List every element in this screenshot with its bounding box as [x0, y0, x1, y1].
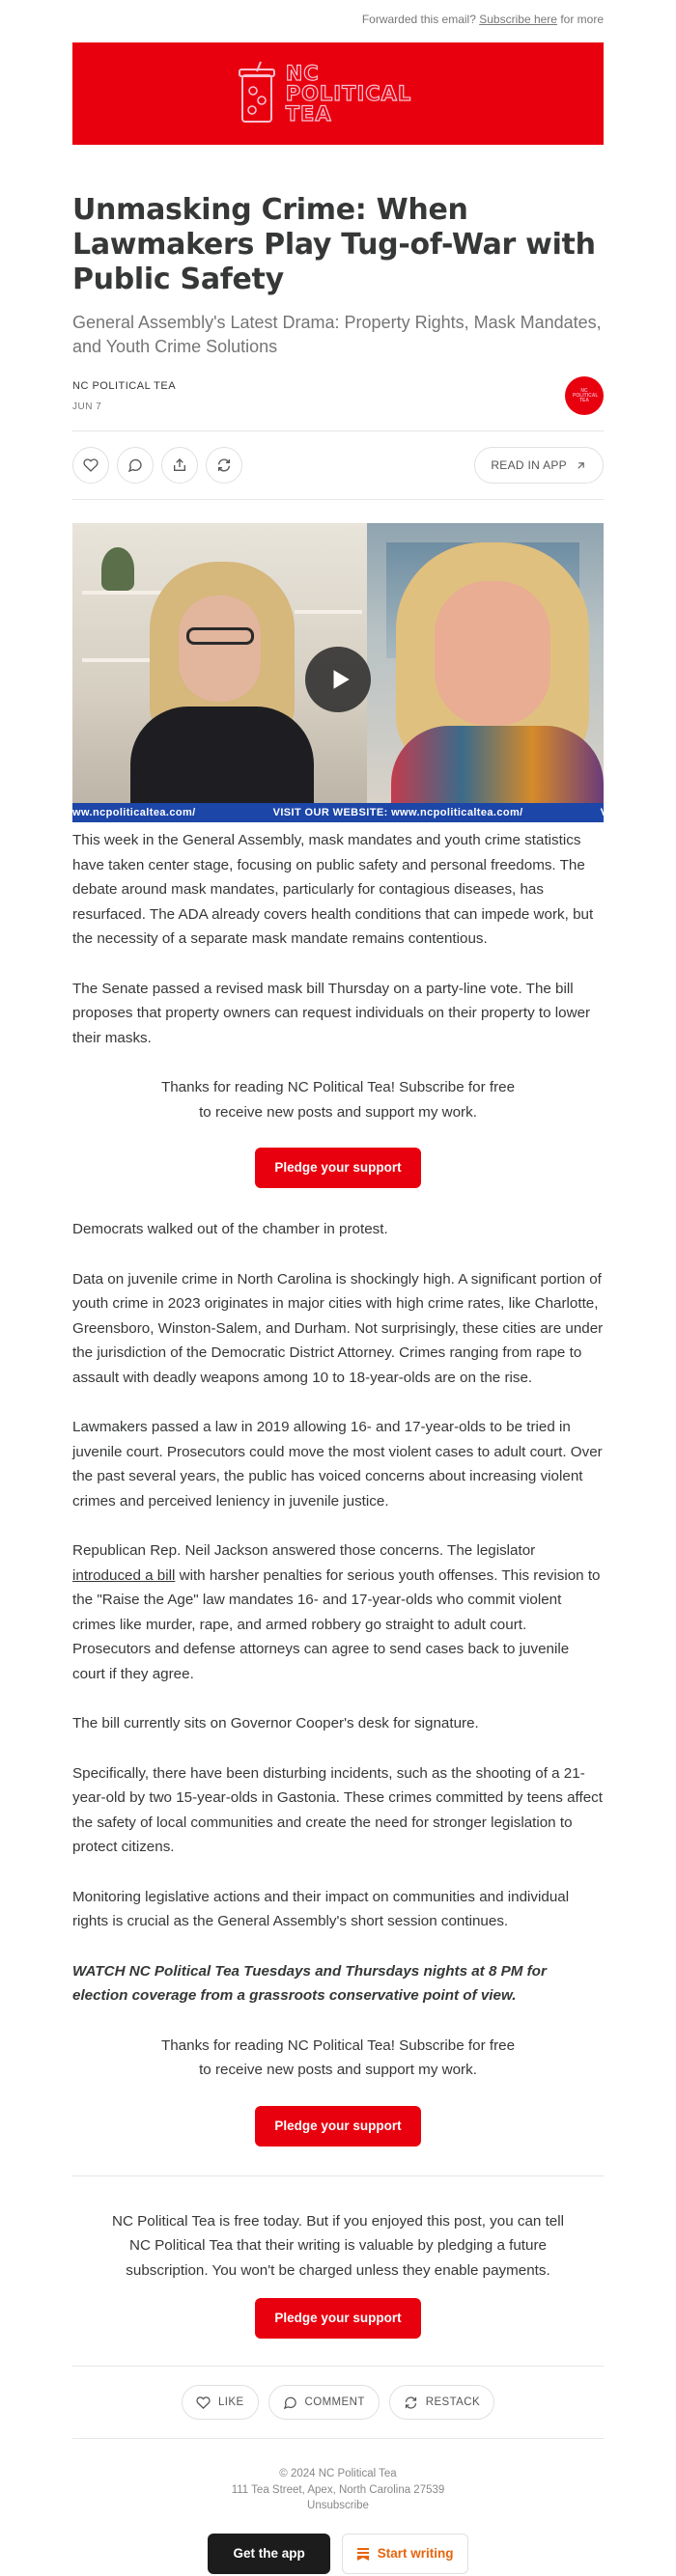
- pledge-explainer: NC Political Tea is free today. But if you enjoyed this post, you can tell NC Political Tea that their writing is valuable by pledging a future subscription. You won't be charged unless they enable payments.: [112, 2212, 564, 2279]
- plant: [101, 547, 134, 591]
- substack-logo-icon: [356, 2547, 370, 2561]
- play-icon: [327, 667, 352, 692]
- forwarded-notice: [72, 0, 604, 42]
- logo-line-1: NC: [285, 61, 320, 85]
- get-the-app-button[interactable]: Get the app: [208, 2534, 329, 2574]
- video-ticker: [72, 803, 608, 822]
- comment-pill-button[interactable]: [268, 2385, 380, 2420]
- paragraph-text: Republican Rep. Neil Jackson answered those concerns. The legislator: [72, 1542, 536, 1559]
- post-subtitle: General Assembly's Latest Drama: Property Rights, Mask Mandates, and Youth Crime Solutions: [72, 313, 602, 356]
- speaker-left-face: [179, 596, 261, 702]
- pledge-button[interactable]: Pledge your support: [255, 1148, 420, 1188]
- cta-line-2: to receive new posts and support my work.: [199, 1103, 477, 1121]
- paragraph: Democrats walked out of the chamber in protest.: [72, 1221, 388, 1237]
- cta-line-2: to receive new posts and support my work.: [199, 2062, 477, 2078]
- post-body: [72, 828, 604, 2147]
- share-button[interactable]: [161, 447, 198, 484]
- post-actions-bar: [72, 430, 604, 500]
- shelf: [82, 591, 169, 595]
- glasses: [186, 627, 254, 645]
- cta-line-1: Thanks for reading NC Political Tea! Subscribe for free: [160, 1079, 516, 1095]
- like-label: LIKE: [217, 2396, 244, 2408]
- comment-label: COMMENT: [304, 2396, 365, 2408]
- restack-button[interactable]: [206, 447, 242, 484]
- paragraph-text: with harsher penalties for serious youth offenses. This revision to the "Raise the Age" law mandates 16- and 17-year-olds who commit violent crimes like murder, rape, and armed robbery go straight to adult court. Prosecutors and defense attorneys can agree to send cases back to juvenile court if they agree.: [72, 1566, 601, 1682]
- speaker-right-body: [391, 726, 604, 813]
- paragraph: Specifically, there have been disturbing incidents, such as the shooting of a 21-year-old by two 15-year-olds in Gastonia. These crimes committed by teens affect the safety of local communities and create the need for stronger legislation to protect citizens.: [72, 1764, 603, 1855]
- author-avatar[interactable]: [565, 376, 604, 415]
- tea-cup-logo-icon: [236, 62, 278, 125]
- restack-icon: [216, 457, 232, 473]
- comment-icon: [283, 2396, 297, 2410]
- play-button[interactable]: [305, 647, 371, 712]
- logo-line-2: POLITICAL: [285, 81, 412, 105]
- pledge-button[interactable]: Pledge your support: [255, 2298, 420, 2339]
- divider: [72, 2438, 604, 2439]
- author-name[interactable]: NC POLITICAL TEA: [72, 379, 177, 392]
- paragraph: Lawmakers passed a law in 2019 allowing 16- and 17-year-olds to be tried in juvenile court. Prosecutors could move the most violent cases to adult court. Over the past several years, the public has voiced concerns about increasing violent crimes and perceived leniency in juvenile justice.: [72, 1419, 603, 1510]
- paragraph: Monitoring legislative actions and their impact on communities and individual rights is crucial as the General Assembly's short session continues.: [72, 1888, 570, 1929]
- paragraph: This week in the General Assembly, mask mandates and youth crime statistics have taken center stage, focusing on public safety and personal freedoms. The debate around mask mandates, particularly for contagious diseases, has resurfaced. The ADA already covers health conditions that can impede work, but the necessity of a separate mask mandate remains contentious.: [72, 832, 594, 947]
- share-icon: [172, 457, 187, 473]
- arrow-up-right-icon: [575, 459, 587, 472]
- email-container: [72, 0, 608, 2574]
- pledge-section: [72, 2290, 604, 2339]
- subscribe-cta-bottom: [72, 2034, 604, 2147]
- publication-banner[interactable]: [72, 42, 604, 145]
- ticker-item: V: [600, 807, 608, 818]
- paragraph: The bill currently sits on Governor Cooper's desk for signature.: [72, 1715, 479, 1731]
- pledge-button[interactable]: Pledge your support: [255, 2106, 420, 2147]
- like-button[interactable]: [72, 447, 109, 484]
- comment-button[interactable]: [117, 447, 154, 484]
- read-in-app-label: READ IN APP: [491, 458, 567, 472]
- video-embed[interactable]: [72, 523, 608, 822]
- paragraph: Data on juvenile crime in North Carolina is shockingly high. A significant portion of youth crime in 2023 originates in major cities with high crime rates, like Charlotte, Greensboro, Winston-Salem, and Durham. Not surprisingly, these cities are under the jurisdiction of the Democratic District Attorney. Crimes ranging from rape to assault with deadly weapons among 10 to 18-year-olds are on the rise.: [72, 1270, 604, 1386]
- address: 111 Tea Street, Apex, North Carolina 27539: [231, 2483, 445, 2496]
- forwarded-suffix: for more: [560, 13, 604, 26]
- speaker-left-body: [130, 706, 314, 813]
- post-date: JUN 7: [72, 401, 102, 412]
- engagement-bar: [72, 2367, 604, 2438]
- cta-line-1: Thanks for reading NC Political Tea! Subscribe for free: [160, 2036, 516, 2054]
- avatar-text: NC POLITICAL TEA: [573, 387, 599, 403]
- app-links: [72, 2534, 604, 2574]
- start-writing-button[interactable]: [342, 2534, 468, 2574]
- like-pill-button[interactable]: [182, 2385, 259, 2420]
- introduced-bill-link[interactable]: introduced a bill: [72, 1566, 176, 1584]
- restack-pill-button[interactable]: [389, 2385, 494, 2420]
- divider: [72, 2175, 604, 2176]
- paragraph: The Senate passed a revised mask bill Thursday on a party-line vote. The bill proposes that property owners can request individuals on their property to lower their masks.: [72, 980, 591, 1046]
- restack-label: RESTACK: [425, 2396, 481, 2408]
- subscribe-cta: [72, 1075, 604, 1188]
- speaker-right-face: [435, 581, 550, 726]
- restack-icon: [404, 2396, 418, 2410]
- paragraph: [72, 1538, 604, 1686]
- read-in-app-button[interactable]: [474, 447, 604, 484]
- start-writing-label: Start writing: [377, 2546, 454, 2561]
- post-title[interactable]: Unmasking Crime: When Lawmakers Play Tug-of-War with Public Safety: [72, 193, 596, 296]
- heart-icon: [83, 457, 99, 473]
- byline: [72, 376, 604, 415]
- logo-line-3: TEA: [285, 101, 332, 125]
- ticker-item: ww.ncpoliticaltea.com/: [72, 807, 196, 818]
- comment-icon: [127, 457, 143, 473]
- heart-icon: [196, 2396, 211, 2410]
- watch-notice: WATCH NC Political Tea Tuesdays and Thursdays nights at 8 PM for election coverage from a grassroots conservative point of view.: [72, 1962, 547, 2004]
- forwarded-prefix: Forwarded this email?: [361, 13, 476, 26]
- ticker-item: VISIT OUR WEBSITE: www.ncpoliticaltea.com/: [272, 807, 523, 818]
- logo-wordmark: [285, 61, 412, 125]
- shelf: [295, 610, 362, 614]
- unsubscribe-link[interactable]: Unsubscribe: [307, 2500, 369, 2511]
- subscribe-link[interactable]: Subscribe here: [479, 13, 557, 26]
- footer: [72, 2466, 604, 2514]
- copyright: © 2024 NC Political Tea: [279, 2468, 397, 2479]
